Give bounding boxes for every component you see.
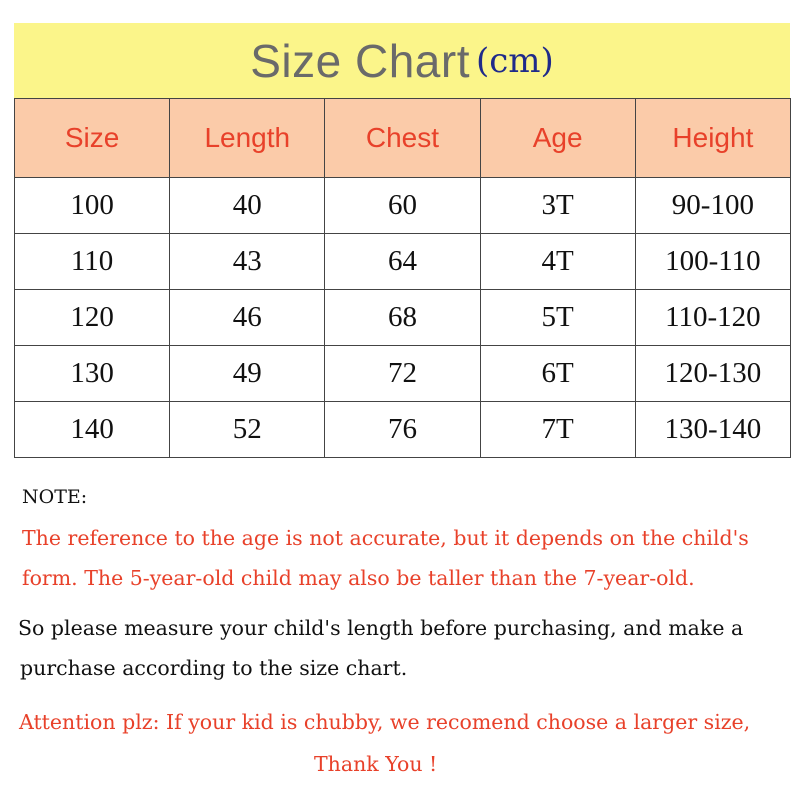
cell-size: 120 <box>15 290 170 346</box>
column-header-chest: Chest <box>325 99 480 178</box>
cell-size: 110 <box>15 234 170 290</box>
table-row <box>15 346 791 402</box>
title-unit: (cm) <box>475 40 554 81</box>
note-attention: Attention plz: If your kid is chubby, we recomend choose a larger size, <box>19 710 751 734</box>
cell-chest: 60 <box>325 178 480 234</box>
cell-height: 90-100 <box>635 178 790 234</box>
cell-chest: 76 <box>325 402 480 458</box>
note-heading: NOTE: <box>22 486 88 508</box>
cell-length: 52 <box>170 402 325 458</box>
cell-age: 7T <box>480 402 635 458</box>
cell-height: 130-140 <box>635 402 790 458</box>
note-measure-line2: purchase according to the size chart. <box>20 656 408 680</box>
cell-height: 100-110 <box>635 234 790 290</box>
cell-height: 110-120 <box>635 290 790 346</box>
cell-size: 140 <box>15 402 170 458</box>
column-header-size: Size <box>15 99 170 178</box>
size-table <box>14 98 791 458</box>
cell-age: 4T <box>480 234 635 290</box>
cell-chest: 68 <box>325 290 480 346</box>
note-age-disclaimer-line1: The reference to the age is not accurate, but it depends on the child's <box>22 526 749 550</box>
table-row <box>15 234 791 290</box>
note-age-disclaimer-line2: form. The 5-year-old child may also be taller than the 7-year-old. <box>22 566 695 590</box>
table-header-row <box>15 99 791 178</box>
column-header-length: Length <box>170 99 325 178</box>
cell-chest: 72 <box>325 346 480 402</box>
note-thank-you: Thank You ! <box>314 752 438 776</box>
cell-age: 6T <box>480 346 635 402</box>
page-title: Size Chart <box>250 34 470 87</box>
column-header-height: Height <box>635 99 790 178</box>
title-banner <box>14 23 790 98</box>
cell-chest: 64 <box>325 234 480 290</box>
cell-length: 49 <box>170 346 325 402</box>
cell-age: 5T <box>480 290 635 346</box>
cell-size: 100 <box>15 178 170 234</box>
column-header-age: Age <box>480 99 635 178</box>
cell-size: 130 <box>15 346 170 402</box>
cell-length: 40 <box>170 178 325 234</box>
cell-length: 46 <box>170 290 325 346</box>
table-row <box>15 290 791 346</box>
cell-age: 3T <box>480 178 635 234</box>
note-measure-line1: So please measure your child's length before purchasing, and make a <box>18 616 744 640</box>
cell-height: 120-130 <box>635 346 790 402</box>
cell-length: 43 <box>170 234 325 290</box>
table-row <box>15 178 791 234</box>
table-row <box>15 402 791 458</box>
